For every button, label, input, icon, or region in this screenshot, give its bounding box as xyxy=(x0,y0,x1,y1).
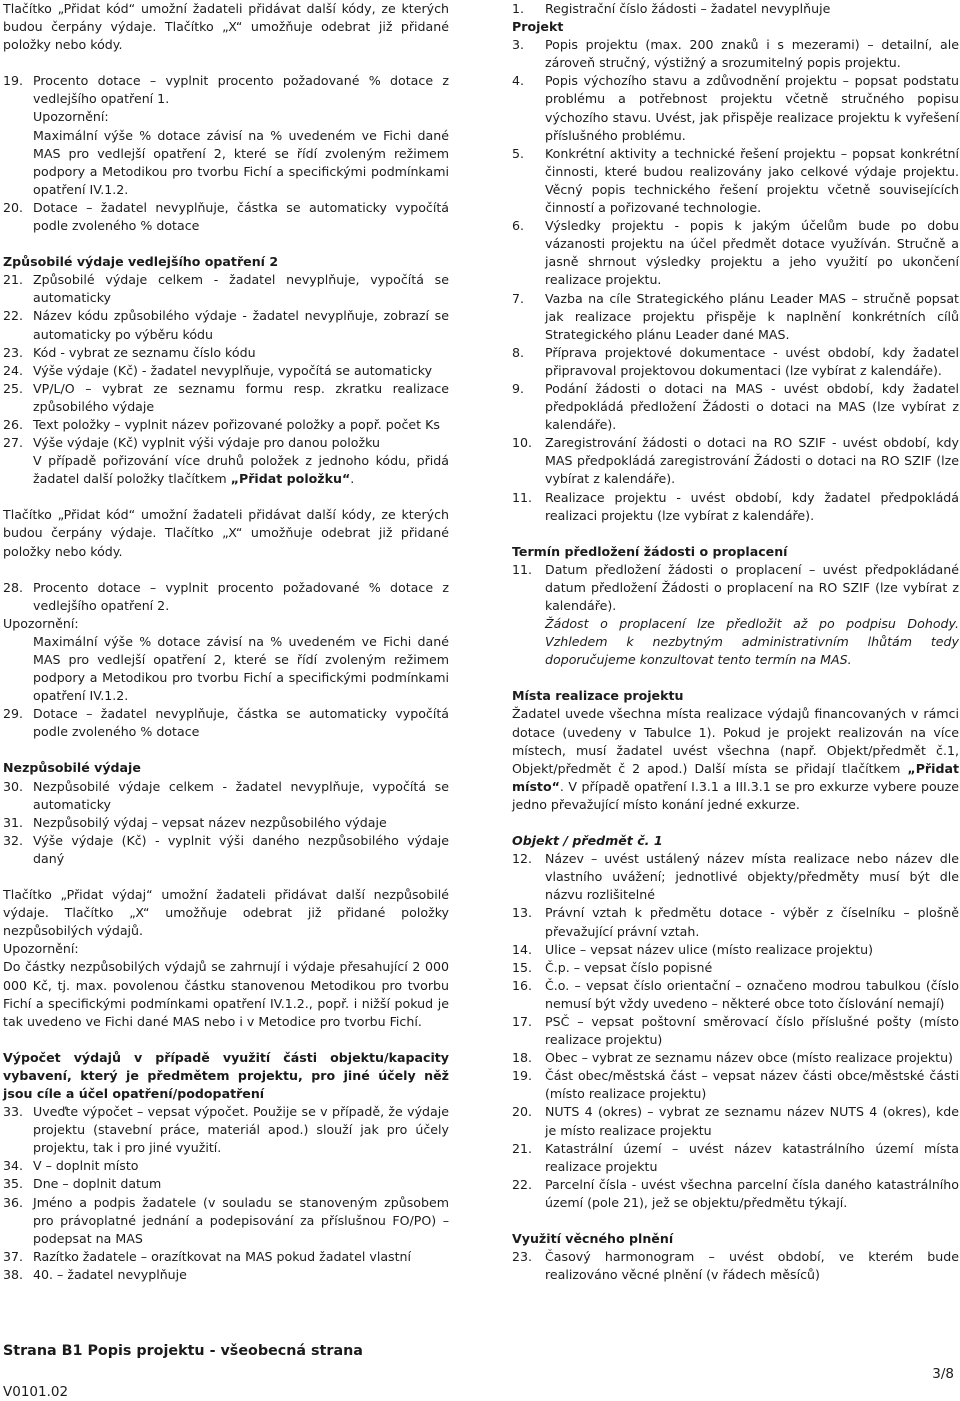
item-text: Procento dotace – vyplnit procento požadované % dotace z vedlejšího opatření 1. xyxy=(33,73,449,107)
list-item xyxy=(512,290,959,344)
item-number: 34. xyxy=(3,1158,24,1174)
term-note: Žádost o proplacení lze předložit až po podpisu Dohody. Vzhledem k nezbytným administrativním lhůtám tedy doporučujeme konzultovat tento termín na MAS. xyxy=(545,616,959,668)
item-number: 10. xyxy=(512,435,533,451)
section-heading-expense-calculation: Výpočet výdajů v případě využití části objektu/kapacity vybavení, který je předmětem projektu, pro jiné účely něž jsou cíle a účel opatření/podopatření xyxy=(3,1049,449,1101)
item-text: Dotace – žadatel nevyplňuje, částka se automaticky vypočítá podle zvoleného % dotace xyxy=(33,199,449,234)
item-text: Časový harmonogram – uvést období, ve kterém bude realizováno věcné plnění (v řádech měsíců) xyxy=(545,1249,959,1283)
warning-text: Do částky nezpůsobilých výdajů se zahrnují i výdaje přesahující 2 000 000 Kč, tj. max. povolenou částku stanovenou Metodikou pro tvorbu Fichí a specifickými podmínkami opatření IV.1.2., popř. i nižší pokud je tak uvedeno ve Fichi dané MAS nebo i v Metodice pro tvorbu Fichí. xyxy=(3,959,449,1029)
item-number: 36. xyxy=(3,1194,24,1210)
item-number: 22. xyxy=(3,308,24,324)
warning-label: Upozornění: xyxy=(3,615,79,631)
section-heading-payment-term: Termín předložení žádosti o proplacení xyxy=(512,543,788,559)
item-number: 31. xyxy=(3,814,24,830)
list-item xyxy=(512,1140,959,1176)
item-text: Název kódu způsobilého výdaje - žadatel nevyplňuje, zobrazí se automaticky po výběru kódu xyxy=(33,308,449,342)
item-continuation xyxy=(3,452,449,488)
list-item xyxy=(3,1157,449,1175)
item-text: Dotace – žadatel nevyplňuje, částka se automaticky vypočítá podle zvoleného % dotace xyxy=(33,706,449,740)
item-text: Datum předložení žádosti o proplacení – uvést předpokládané datum předložení Žádosti o proplacení na RO SZIF (lze vybírat z kalendáře). xyxy=(545,561,959,613)
item-number: 23. xyxy=(3,344,24,360)
item-number: 27. xyxy=(3,435,24,451)
item-text: Výše výdaje (Kč) vyplnit výši výdaje pro danou položku xyxy=(33,435,380,451)
places-paragraph xyxy=(512,705,959,814)
item-number: 13. xyxy=(512,905,533,921)
item-text: NUTS 4 (okres) – vybrat ze seznamu název NUTS 4 (okres), kde je místo realizace projektu xyxy=(545,1104,959,1138)
item-text: Jméno a podpis žadatele (v souladu se stanoveným způsobem pro právoplatné jednání a podepisování za příslušnou FO/PO) – podepsat na MAS xyxy=(33,1194,449,1246)
item-number: 33. xyxy=(3,1104,24,1120)
list-item xyxy=(512,1176,959,1212)
item-number: 23. xyxy=(512,1249,533,1265)
list-item xyxy=(512,145,959,217)
item-number: 38. xyxy=(3,1266,24,1282)
item-number: 28. xyxy=(3,579,24,595)
item-number: 17. xyxy=(512,1013,533,1029)
item-number: 21. xyxy=(3,272,24,288)
list-item xyxy=(512,344,959,380)
object-list xyxy=(512,850,959,1212)
list-item xyxy=(512,489,959,525)
list-item xyxy=(3,705,449,741)
item-number: 11. xyxy=(512,489,533,505)
item-number: 5. xyxy=(512,145,525,161)
item-text: 40. – žadatel nevyplňuje xyxy=(33,1266,187,1282)
list-item xyxy=(512,941,959,959)
item-text: Procento dotace – vyplnit procento požadované % dotace z vedlejšího opatření 2. xyxy=(33,579,449,613)
item-text: PSČ – vepsat poštovní směrovací číslo příslušné pošty (místo realizace projektu) xyxy=(545,1013,959,1048)
item-text: Vazba na cíle Strategického plánu Leader MAS – stručně popsat jak realizace projektu přispěje k naplnění konkrétních cílů Strategického plánu Leader dané MAS. xyxy=(545,290,959,342)
item-text: Nezpůsobilý výdaj – vepsat název nezpůsobilého výdaje xyxy=(33,814,387,830)
spacer xyxy=(3,235,449,253)
spacer xyxy=(3,561,449,579)
list-item xyxy=(512,1067,959,1103)
ineligible-expenses-list xyxy=(3,778,449,868)
item-number: 4. xyxy=(512,73,525,89)
item-text: Katastrální území – uvést název katastrálního území místa realizace projektu xyxy=(545,1140,959,1174)
item-number: 20. xyxy=(3,199,24,215)
item-text: Uveďte výpočet – vepsat výpočet. Použije se v případě, že výdaje projektu (stavební práce, materiál apod.) slouží jak pro účely projektu, tak i pro jiné využití. xyxy=(33,1104,449,1156)
item-text: Č.o. – vepsat číslo orientační – označeno modrou tabulkou (číslo nemusí být vždy uvedeno – některé obce toto číslování nemají) xyxy=(545,977,959,1011)
item-number: 14. xyxy=(512,941,533,957)
warning-label: Upozornění: xyxy=(3,941,79,957)
item-text: Konkrétní aktivity a technické řešení projektu – popsat konkrétní činnosti, které budou realizovány jako celkové výdaje projektu. Věcný popis technického řešení projektu včetně souvisejících činností a pořizované technologie. xyxy=(545,145,959,216)
list-item xyxy=(512,959,959,977)
list-item xyxy=(3,72,449,108)
spacer xyxy=(3,54,449,72)
item-text: V – doplnit místo xyxy=(33,1158,139,1174)
item-number: 12. xyxy=(512,851,533,867)
list-item xyxy=(3,362,449,380)
list-item xyxy=(512,1049,959,1067)
list-item xyxy=(512,1013,959,1049)
list-item xyxy=(512,1248,959,1284)
item-number: 11. xyxy=(512,561,533,577)
list-item xyxy=(3,199,449,235)
section-heading-project: Projekt xyxy=(512,19,564,35)
calculation-list xyxy=(3,1103,449,1284)
add-item-button-reference: „Přidat položku“ xyxy=(230,471,351,487)
item-text: Výše výdaje (Kč) - žadatel nevyplňuje, vypočítá se automaticky xyxy=(33,362,433,378)
spacer xyxy=(512,525,959,543)
item-number: 24. xyxy=(3,362,24,378)
item-number: 16. xyxy=(512,977,533,993)
section-heading-ineligible-expenses: Nezpůsobilé výdaje xyxy=(3,760,141,776)
eligible-expenses-list xyxy=(3,271,449,488)
page-number: 3/8 xyxy=(932,1366,954,1382)
right-column xyxy=(512,0,959,1284)
item-text: Název – uvést ustálený název místa realizace nebo název dle vlastního uvážení; jednotlivé objekty/předměty musí být dle názvu rozlišitelné xyxy=(545,851,959,903)
list-item xyxy=(3,416,449,434)
section-heading-places: Místa realizace projektu xyxy=(512,688,684,704)
list-item xyxy=(512,434,959,488)
item-text: Příprava projektové dokumentace - uvést období, kdy žadatel připravoval projektovou dokumentaci (lze vybírat z kalendáře). xyxy=(545,344,959,378)
list-item xyxy=(512,850,959,904)
list-item xyxy=(3,814,449,832)
item-number: 20. xyxy=(512,1104,533,1120)
item-number: 8. xyxy=(512,344,525,360)
list-item xyxy=(3,1175,449,1193)
item-number: 29. xyxy=(3,706,24,722)
list-item xyxy=(3,1194,449,1248)
list-item xyxy=(3,1103,449,1157)
continuation-text: V případě pořizování více druhů položek z jednoho kódu, přidá žadatel další položky tlačítkem xyxy=(33,453,449,487)
list-item xyxy=(512,977,959,1013)
item-text: Část obec/městská část – vepsat název části obce/městské části (místo realizace projektu) xyxy=(545,1068,959,1102)
item-text: Ulice – vepsat název ulice (místo realizace projektu) xyxy=(545,941,874,957)
list-item xyxy=(3,307,449,343)
item-text: Výše výdaje (Kč) - vyplnit výši daného nezpůsobilého výdaje daný xyxy=(33,832,449,866)
item-number: 35. xyxy=(3,1176,24,1192)
list-item xyxy=(3,380,449,416)
item-text: Text položky – vyplnit název pořizované položky a popř. počet Ks xyxy=(33,416,440,432)
section-title-b1: Strana B1 Popis projektu - všeobecná strana xyxy=(3,1343,363,1359)
item-text: Popis projektu (max. 200 znaků i s mezerami) – detailní, ale zároveň stručný, výstižný a srozumitelný popis projektu. xyxy=(545,37,959,71)
section-heading-usage: Využití věcného plnění xyxy=(512,1231,674,1246)
warning-text: Maximální výše % dotace závisí na % uvedeném ve Fichi dané MAS pro vedlejší opatření 2, které se řídí zvoleným režimem podpory a Metodikou pro tvorbu Fichí a specifickými podmínkami opatření IV.1.2. xyxy=(33,633,449,704)
spacer xyxy=(3,488,449,506)
list-item xyxy=(3,778,449,814)
spacer xyxy=(3,868,449,886)
list-item xyxy=(512,72,959,144)
item-number: 19. xyxy=(512,1068,533,1084)
list-item xyxy=(3,271,449,307)
item-text: VP/L/O – vybrat ze seznamu formu resp. zkratku realizace způsobilého výdaje xyxy=(33,380,449,414)
places-text-2: . V případě opatření I.3.1 a III.3.1 se pro exkurze vybere pouze jedno převažující místo konání jedné exkurze. xyxy=(512,778,959,812)
item-number: 32. xyxy=(3,832,24,848)
item-text: Právní vztah k předmětu dotace - výběr z číselníku – plošně převažující právní vztah. xyxy=(545,905,959,939)
item-text: Parcelní čísla - uvést všechna parcelní čísla daného katastrálního území (pole 21), jež se objektu/předmětu týkají. xyxy=(545,1176,959,1210)
item-number: 37. xyxy=(3,1248,24,1264)
item-text: Razítko žadatele – orazítkovat na MAS pokud žadatel vlastní xyxy=(33,1248,412,1264)
item-text: Nezpůsobilé výdaje celkem - žadatel nevyplňuje, vypočítá se automaticky xyxy=(33,778,449,812)
list-item xyxy=(3,434,449,452)
item-text: Č.p. – vepsat číslo popisné xyxy=(545,959,713,975)
warning-label: Upozornění: xyxy=(33,109,109,125)
intro-paragraph-add-code-2: Tlačítko „Přidat kód“ umožní žadateli přidávat další kódy, ze kterých budou čerpány výdaje. Tlačítko „X“ umožňuje odebrat již přidané položky nebo kódy. xyxy=(3,507,449,559)
list-item xyxy=(512,1103,959,1139)
list-item xyxy=(3,832,449,868)
section-heading-eligible-expenses: Způsobilé výdaje vedlejšího opatření 2 xyxy=(3,254,279,270)
item-text: Výsledky projektu - popis k jakým účelům bude po dobu vázanosti projektu na účel předmět dotace využíván. Stručně a jasně shrnout výsledky projektu a jeho využití po ukončení realizace projektu. xyxy=(545,218,959,288)
item-text: Registrační číslo žádosti – žadatel nevyplňuje xyxy=(545,1,831,16)
item-text: Zaregistrování žádosti o dotaci na RO SZIF - uvést období, kdy MAS předpokládá zaregistrování Žádosti o dotaci na RO SZIF (lze vybírat z kalendáře). xyxy=(545,435,959,487)
list-item xyxy=(512,0,959,18)
spacer xyxy=(512,669,959,687)
item-text: Dne – doplnit datum xyxy=(33,1176,162,1192)
list-item xyxy=(512,904,959,940)
item-text: Popis výchozího stavu a zdůvodnění projektu – popsat podstatu problému a potřebnost projektu včetně stručného popisu výchozího stavu. Uvést, jak přispěje realizace projektu k vyřešení příslušného problému. xyxy=(545,73,959,143)
item-number: 7. xyxy=(512,290,525,306)
project-list xyxy=(512,36,959,525)
places-text-1: Žadatel uvede všechna místa realizace výdajů financovaných v rámci dotace (uvedeny v Tabulce 1). Pokud je projekt realizován na více místech, musí žadatel uvést všechna (např. Objekt/předmět č.1, Objekt/předmět č 2 apod.) Další místa se přidají tlačítkem xyxy=(512,706,959,776)
left-column xyxy=(3,0,449,1284)
item-number: 25. xyxy=(3,380,24,396)
list-item xyxy=(512,380,959,434)
intro-paragraph-add-code: Tlačítko „Přidat kód“ umožní žadateli přidávat další kódy, ze kterých budou čerpány výdaje. Tlačítko „X“ umožňuje odebrat již přidané položky nebo kódy. xyxy=(3,1,449,53)
version-label: V0101.02 xyxy=(3,1384,69,1400)
warning-text: Maximální výše % dotace závisí na % uvedeném ve Fichi dané MAS pro vedlejší opatření 2, které se řídí zvoleným režimem podpory a Metodikou pro tvorbu Fichí a specifickými podmínkami opatření IV.1.2. xyxy=(33,127,449,197)
list-item xyxy=(512,217,959,289)
item-number: 22. xyxy=(512,1176,533,1192)
spacer xyxy=(512,814,959,832)
item-number: 1. xyxy=(512,1,525,16)
item-text: Způsobilé výdaje celkem - žadatel nevyplňuje, vypočítá se automaticky xyxy=(33,272,449,306)
spacer xyxy=(3,741,449,759)
item-text: Kód - vybrat ze seznamu číslo kódu xyxy=(33,344,256,360)
list-item xyxy=(512,36,959,72)
item-number: 19. xyxy=(3,73,24,89)
item-text: Realizace projektu - uvést období, kdy žadatel předpokládá realizaci projektu (lze vybírat z kalendáře). xyxy=(545,489,959,523)
spacer xyxy=(512,1212,959,1230)
list-item xyxy=(512,561,959,615)
spacer xyxy=(3,1031,449,1049)
item-number: 15. xyxy=(512,959,533,975)
item-number: 18. xyxy=(512,1050,533,1066)
item-number: 30. xyxy=(3,778,24,794)
item-text: Obec – vybrat ze seznamu název obce (místo realizace projektu) xyxy=(545,1050,953,1066)
item-text: Podání žádosti o dotaci na MAS - uvést období, kdy žadatel předpokládá předložení Žádosti o dotaci na MAS (lze vybírat z kalendáře). xyxy=(545,380,959,433)
list-item xyxy=(3,1266,449,1284)
item-number: 6. xyxy=(512,218,525,234)
list-item xyxy=(3,344,449,362)
item-number: 21. xyxy=(512,1140,533,1156)
item-number: 3. xyxy=(512,37,525,53)
list-item xyxy=(3,579,449,615)
add-place-button-reference: „Přidat místo“ xyxy=(512,760,959,794)
intro-paragraph-add-expense: Tlačítko „Přidat výdaj“ umožní žadateli přidávat další nezpůsobilé výdaje. Tlačítko „X“ umožňuje odebrat již přidané položky nezpůsobilých výdajů. xyxy=(3,887,449,939)
item-number: 26. xyxy=(3,416,24,432)
section-heading-object: Objekt / předmět č. 1 xyxy=(512,833,663,849)
item-number: 9. xyxy=(512,380,525,396)
list-item xyxy=(3,1248,449,1266)
continuation-end: . xyxy=(350,471,355,487)
